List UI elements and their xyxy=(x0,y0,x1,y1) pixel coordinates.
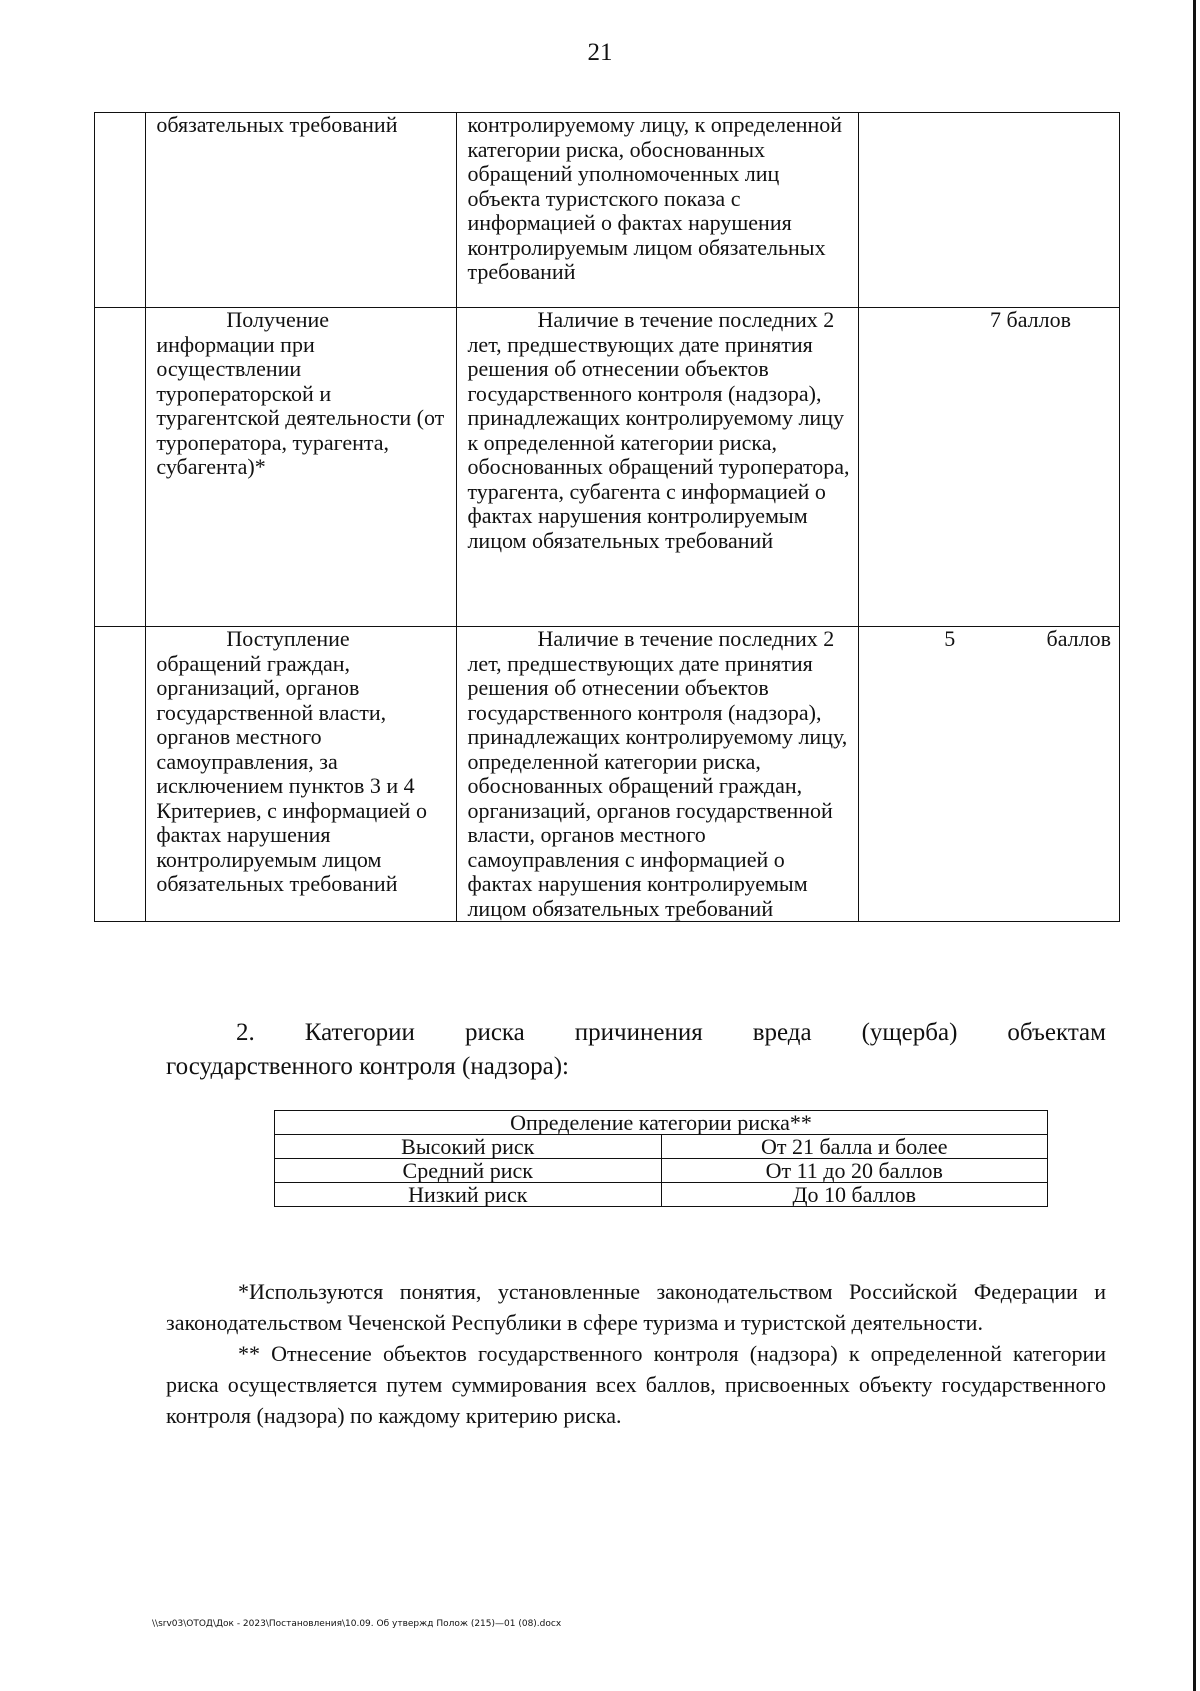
risk-range: До 10 баллов xyxy=(661,1183,1048,1207)
file-path-footer: \\srv03\ОТОД\Док - 2023\Постановления\10.09. Об утвержд Полож (215)—01 (08).docx xyxy=(152,1619,562,1629)
criterion-condition-cell xyxy=(457,113,859,308)
criterion-name-cell xyxy=(146,627,457,922)
footnotes xyxy=(166,1276,1106,1431)
criterion-score: 7 баллов xyxy=(990,307,1071,332)
heading-word: объектам xyxy=(1007,1019,1106,1046)
row-number-cell xyxy=(95,308,146,627)
score-unit: баллов xyxy=(1046,626,1111,651)
footnote-1: *Используются понятия, установленные законодательством Российской Федерации и законодательством Чеченской Республики в сфере туризма и туристской деятельности. xyxy=(166,1279,1106,1335)
criterion-condition: Наличие в течение последних 2 лет, предшествующих дате принятия решения об отнесении объектов государственного контроля (надзора), принадлежащих контролируемому лицу к определенной категории риска, обоснованных обращений туроператора, турагента, субагента с информацией о фактах нарушения контролируемым лицом обязательных требований xyxy=(467,307,850,553)
criterion-condition: Наличие в течение последних 2 лет, предшествующих дате принятия решения об отнесении объектов государственного контроля (надзора), принадлежащих контролируемому лицу, определенной категории риска, обоснованных обращений граждан, организаций, органов государственной власти, органов местного самоуправления с информацией о фактах нарушения контролируемым лицом обязательных требований xyxy=(467,626,848,921)
risk-table-header: Определение категории риска** xyxy=(275,1111,1048,1135)
criterion-name-cell xyxy=(146,113,457,308)
section-heading xyxy=(166,1016,1106,1084)
criteria-table xyxy=(94,112,1120,922)
criterion-score-cell xyxy=(859,627,1120,922)
section-heading-line-2: государственного контроля (надзора): xyxy=(166,1053,569,1080)
criterion-name: обязательных требований xyxy=(156,112,398,137)
criterion-name-cell xyxy=(146,308,457,627)
table-row xyxy=(95,627,1120,922)
row-number-cell xyxy=(95,627,146,922)
heading-word: вреда xyxy=(752,1019,812,1046)
criterion-condition-cell xyxy=(457,308,859,627)
heading-word: риска xyxy=(464,1019,525,1046)
criterion-score xyxy=(869,627,1111,652)
row-number-cell xyxy=(95,113,146,308)
criterion-name: Поступление обращений граждан, организаций, органов государственной власти, органов местного самоуправления, за исключением пунктов 3 и 4 Критериев, с информацией о фактах нарушения контролируемым лицом обязательных требований xyxy=(156,626,427,896)
risk-category-table xyxy=(274,1110,1048,1207)
risk-category: Высокий риск xyxy=(275,1135,662,1159)
page-number: 21 xyxy=(587,39,613,66)
risk-category: Низкий риск xyxy=(275,1183,662,1207)
table-row xyxy=(95,113,1120,308)
section-number: 2. xyxy=(236,1019,255,1046)
risk-range: От 21 балла и более xyxy=(661,1135,1048,1159)
criterion-condition: контролируемому лицу, к определенной категории риска, обоснованных обращений уполномоченных лиц объекта туристского показа с информацией о фактах нарушения контролируемым лицом обязательных требований xyxy=(467,112,843,284)
section-heading-line-1 xyxy=(166,1016,1106,1050)
risk-category: Средний риск xyxy=(275,1159,662,1183)
criterion-score-cell xyxy=(859,113,1120,308)
heading-word: (ущерба) xyxy=(861,1019,958,1046)
risk-range: От 11 до 20 баллов xyxy=(661,1159,1048,1183)
criterion-name: Получение информации при осуществлении туроператорской и турагентской деятельности (от туроператора, турагента, субагента)* xyxy=(156,307,445,479)
score-number: 5 xyxy=(944,626,956,651)
page-edge-line xyxy=(1193,0,1196,1691)
footnote-2: ** Отнесение объектов государственного контроля (надзора) к определенной категории риска осуществляется путем суммирования всех баллов, присвоенных объекту государственного контроля (надзора) по каждому критерию риска. xyxy=(166,1341,1106,1428)
criterion-score-cell xyxy=(859,308,1120,627)
table-row xyxy=(275,1159,1048,1183)
risk-table-header-row xyxy=(275,1111,1048,1135)
table-row xyxy=(95,308,1120,627)
heading-word: причинения xyxy=(574,1019,703,1046)
table-row xyxy=(275,1135,1048,1159)
heading-word: Категории xyxy=(304,1019,415,1046)
criterion-condition-cell xyxy=(457,627,859,922)
table-row xyxy=(275,1183,1048,1207)
